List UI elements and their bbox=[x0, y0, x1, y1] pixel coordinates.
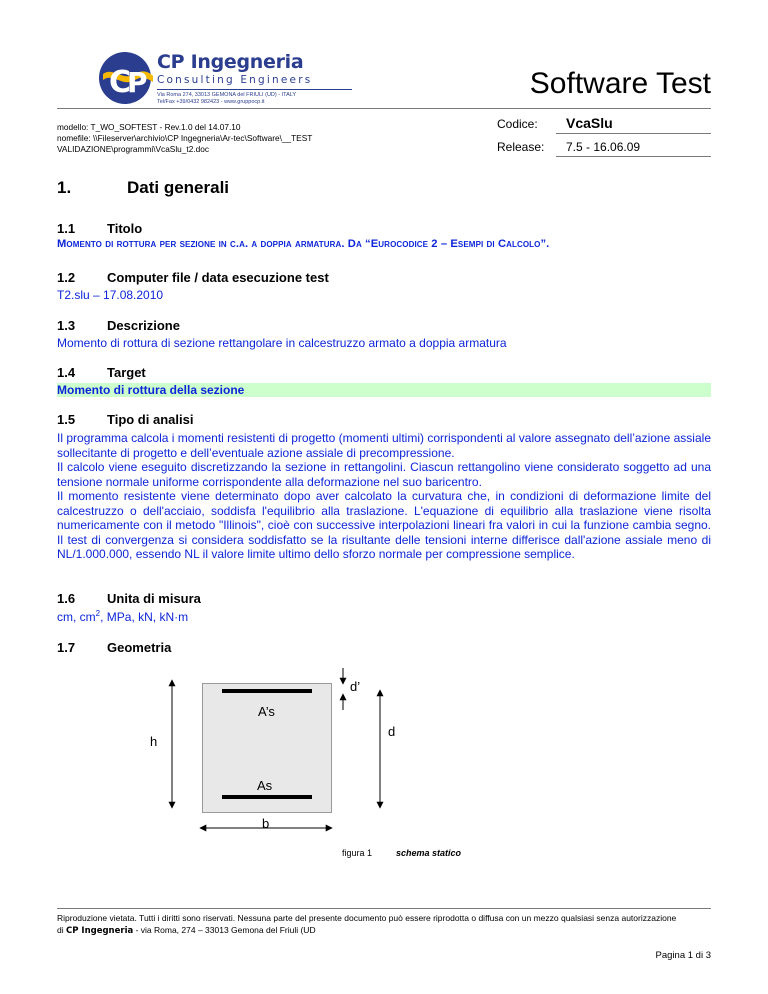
subsection-heading-geometria bbox=[57, 640, 171, 655]
bottom-reinforcement-bar bbox=[222, 795, 312, 799]
computer-file-text: T2.slu – 17.08.2010 bbox=[57, 288, 164, 302]
target-text: Momento di rottura della sezione bbox=[57, 383, 245, 397]
descrizione-text: Momento di rottura di sezione rettangolare in calcestruzzo armato a doppia armatura bbox=[57, 336, 507, 350]
codice-value: VcaSlu bbox=[566, 115, 613, 131]
document-title: Software Test bbox=[529, 67, 711, 100]
subsection-heading-descrizione bbox=[57, 318, 180, 333]
codice-label: Codice: bbox=[497, 117, 538, 131]
titolo-text: Momento di rottura per sezione in c.a. a doppia armatura. Da “Eurocodice 2 – Esempi di Calcolo”. bbox=[57, 238, 550, 250]
section-number: 1. bbox=[57, 178, 72, 197]
subsection-number: 1.3 bbox=[57, 318, 76, 333]
unita-superscript: 2 bbox=[95, 609, 101, 618]
meta-model: modello: T_WO_SOFTEST - Rev.1.0 del 14.07.10 bbox=[57, 122, 241, 132]
subsection-number: 1.7 bbox=[57, 640, 76, 655]
header-divider bbox=[57, 108, 711, 109]
meta-filename-cont: VALIDAZIONE\programmi\VcaSlu_t2.doc bbox=[57, 144, 210, 154]
footer-prefix: di bbox=[57, 925, 66, 935]
subsection-number: 1.4 bbox=[57, 365, 76, 380]
company-logo bbox=[95, 48, 355, 108]
subsection-number: 1.1 bbox=[57, 221, 76, 236]
top-reinforcement-bar bbox=[222, 689, 312, 693]
tagline-divider bbox=[157, 89, 352, 90]
page-number: Pagina 1 di 3 bbox=[655, 950, 711, 961]
tipo-analisi-body bbox=[57, 431, 711, 562]
footer-line-2 bbox=[57, 924, 676, 937]
label-h: h bbox=[150, 734, 158, 749]
footer-line-1: Riproduzione vietata. Tutti i diritti sono riservati. Nessuna parte del presente documento può essere riprodotta o diffusa con un mezzo qualsiasi senza autorizzazione bbox=[57, 913, 677, 923]
svg-text:P: P bbox=[127, 66, 148, 99]
cp-logo-icon bbox=[95, 48, 157, 106]
meta-filename: nomefile: \\Fileserver\archivio\CP Ingegneria\Ar-tec\Software\__TEST bbox=[57, 133, 313, 143]
subsection-title: Titolo bbox=[107, 221, 143, 236]
unita-text-b: , MPa, kN, kN·m bbox=[100, 610, 189, 624]
subsection-heading-target bbox=[57, 365, 146, 380]
analysis-paragraph: Il programma calcola i momenti resistenti di progetto (momenti ultimi) corrispondenti al valore assegnato dell’azione assiale sollecitante di progetto e dell’eventuale azione assiale di precompressione. bbox=[57, 431, 711, 460]
svg-text:C: C bbox=[109, 65, 132, 100]
subsection-heading-titolo bbox=[57, 221, 142, 236]
label-as: As bbox=[257, 778, 273, 793]
subsection-number: 1.5 bbox=[57, 412, 76, 427]
address-line-1: Via Roma 274, 33013 GEMONA del FRIULI (UD) - ITALY bbox=[157, 92, 297, 98]
release-label: Release: bbox=[497, 140, 545, 154]
subsection-title: Computer file / data esecuzione test bbox=[107, 270, 329, 285]
label-as-prime: A’s bbox=[258, 704, 275, 719]
section-title: Dati generali bbox=[127, 178, 230, 197]
subsection-heading-computer-file bbox=[57, 270, 329, 285]
footer-notice bbox=[57, 912, 676, 937]
label-d: d bbox=[388, 724, 396, 739]
figure-caption-number: figura 1 bbox=[342, 848, 373, 858]
subsection-title: Target bbox=[107, 365, 146, 380]
footer-suffix: - via Roma, 274 – 33013 Gemona del Friuli (UD bbox=[133, 925, 316, 935]
company-name: CP Ingegneria bbox=[157, 51, 304, 73]
figure-caption-text: schema statico bbox=[396, 848, 462, 858]
subsection-number: 1.6 bbox=[57, 591, 76, 606]
subsection-title: Unita di misura bbox=[107, 591, 201, 606]
release-value: 7.5 - 16.06.09 bbox=[566, 140, 641, 154]
subsection-title: Descrizione bbox=[107, 318, 180, 333]
subsection-title: Geometria bbox=[107, 640, 172, 655]
label-b: b bbox=[262, 816, 270, 831]
concrete-section bbox=[202, 683, 332, 813]
unita-text bbox=[57, 609, 711, 624]
analysis-paragraph: Il calcolo viene eseguito discretizzando la sezione in rettangolini. Ciascun rettangolino viene considerato soggetto ad una tensione normale uniforme corrispondente alla deformazione nel suo baricentro. bbox=[57, 460, 711, 489]
analysis-paragraph: Il momento resistente viene determinato dopo aver calcolato la curvatura che, in condizioni di deformazione limite del calcestruzzo o dell'acciaio, soddisfa l'equilibrio alla traslazione. L'equazione di equilibrio alla traslazione viene risolta numericamente con il metodo "Illinois", cioè con successive interpolazioni lineari fra valori in cui la funzione cambia segno. Il test di convergenza si considera soddisfatto se la risultante delle tensioni interne differisce dall'azione assiale meno di NL/1.000.000, essendo NL il valore limite ultimo dello sforzo normale per compressione semplice. bbox=[57, 489, 711, 561]
document-metadata bbox=[57, 122, 312, 155]
subsection-heading-tipo-analisi bbox=[57, 412, 193, 427]
footer-company: CP Ingegneria bbox=[65, 926, 134, 936]
company-tagline: Consulting Engineers bbox=[157, 74, 313, 86]
address-line-2: Tel/Fax +39/0432 982423 - www.gruppocp.it bbox=[157, 99, 265, 105]
subsection-number: 1.2 bbox=[57, 270, 76, 285]
footer-divider bbox=[57, 908, 711, 909]
unita-text-a: cm, cm bbox=[57, 610, 96, 624]
company-address bbox=[157, 92, 296, 106]
subsection-title: Tipo di analisi bbox=[107, 412, 194, 427]
release-divider bbox=[556, 156, 711, 157]
subsection-heading-unita bbox=[57, 591, 201, 606]
label-d-prime: d’ bbox=[350, 679, 361, 694]
section-heading bbox=[57, 178, 229, 198]
codice-divider bbox=[556, 133, 711, 134]
